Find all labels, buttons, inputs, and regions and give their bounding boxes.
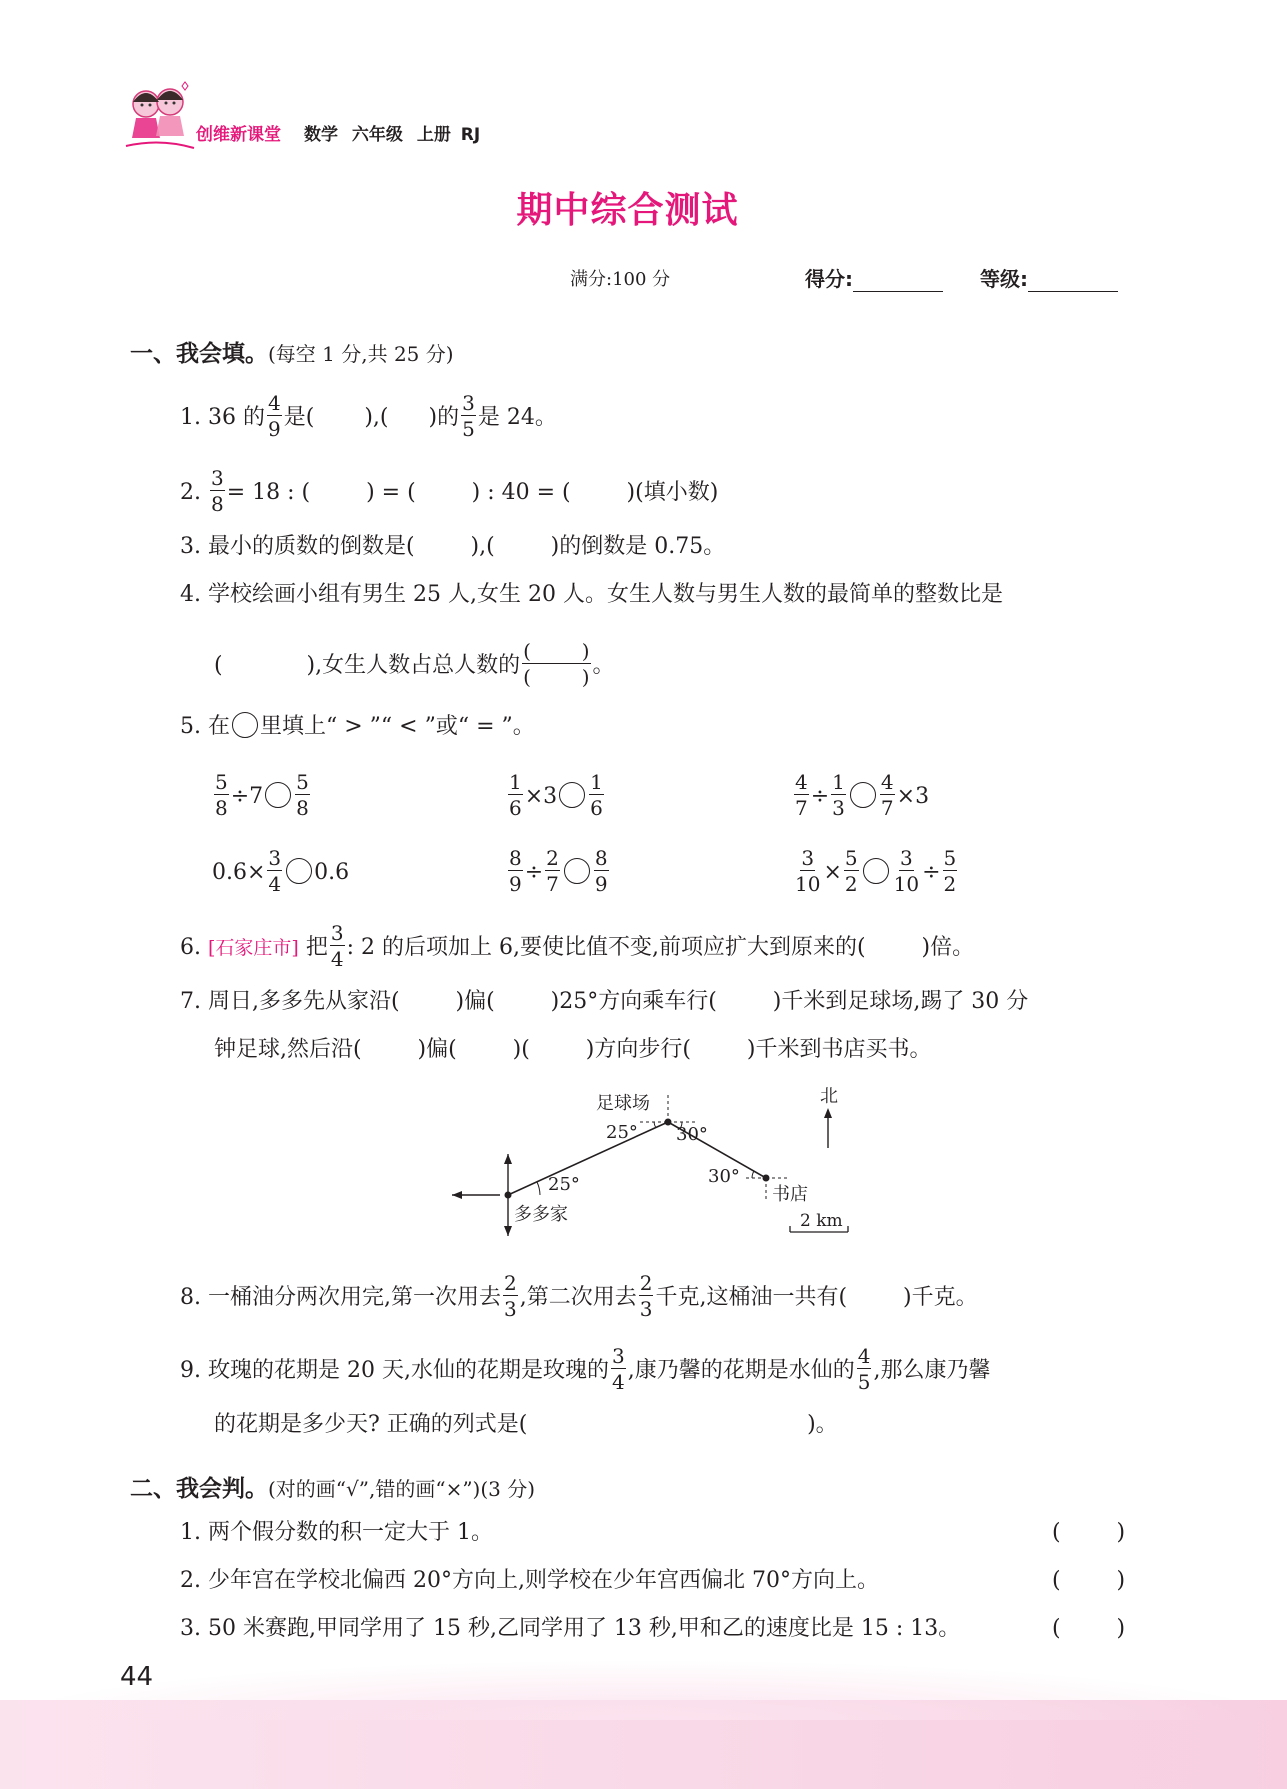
operator: ×3 (896, 784, 930, 809)
judge-text: 3. 50 米赛跑,甲同学用了 15 秒,乙同学用了 13 秒,甲和乙的速度比是 15 : 13。 (180, 1616, 961, 1641)
q6-text-a: 把 (305, 935, 328, 960)
q7-line-2: 钟足球,然后沿( )偏( )( )方向步行( )千米到书店买书。 (214, 1037, 932, 1062)
question-2 (180, 466, 719, 516)
fraction-denominator: 6 (509, 796, 522, 820)
compare-item (506, 770, 606, 820)
home-label: 多多家 (514, 1204, 568, 1225)
q9-text-b: ,康乃馨的花期是水仙的 (627, 1358, 855, 1383)
judge-text: 2. 少年宫在学校北偏西 20°方向上,则学校在少年宫西偏北 70°方向上。 (180, 1568, 879, 1593)
question-7-line-1 (180, 987, 1028, 1017)
fraction-denominator: 3 (504, 1297, 517, 1321)
judge-item (180, 1566, 879, 1596)
fraction (589, 772, 604, 818)
route-home-to-field (508, 1122, 668, 1195)
fraction-numerator: 3 (801, 846, 815, 870)
angle-label: 25° (606, 1122, 638, 1143)
fraction (880, 772, 895, 818)
fraction (210, 468, 225, 514)
q8-number: 8. (180, 1285, 201, 1310)
fraction-denominator: 7 (546, 872, 559, 896)
fraction-denominator: 8 (215, 796, 228, 820)
north-arrow-icon (824, 1108, 832, 1118)
compare-circle[interactable] (850, 782, 876, 808)
question-1 (180, 391, 557, 441)
judge-paren[interactable]: ( ) (1052, 1616, 1126, 1641)
page-title: 期中综合测试 (516, 190, 739, 231)
q8-text-b: ,第二次用去 (519, 1285, 637, 1310)
compare-circle[interactable] (564, 858, 590, 884)
section2-note: (对的画“√”,错的画“×”)(3 分) (268, 1477, 536, 1501)
operator: × (823, 860, 842, 885)
fraction-numerator: 3 (899, 846, 913, 870)
footer-band (0, 1700, 1287, 1789)
fraction (639, 1273, 654, 1319)
compare-circle (232, 712, 258, 738)
grade-field (980, 263, 1118, 292)
store-point (763, 1175, 770, 1182)
q1-number: 1. (180, 405, 201, 430)
fraction-denominator: 7 (795, 796, 808, 820)
question-6 (180, 921, 975, 971)
fraction (893, 848, 920, 894)
q4-number: 4. (180, 582, 201, 607)
fraction-denominator: 8 (296, 796, 309, 820)
question-9-line-1 (180, 1344, 991, 1394)
fraction-numerator: 4 (268, 391, 281, 415)
angle-label: 25° (548, 1174, 580, 1195)
score-label: 得分: (805, 267, 853, 291)
arrowhead-icon (452, 1191, 462, 1199)
angle-arc (654, 1122, 656, 1128)
fraction-numerator: 5 (215, 770, 228, 794)
full-marks: 满分:100 分 (570, 269, 671, 290)
fraction-numerator: 3 (462, 391, 475, 415)
brand-name: 创维新课堂 (196, 125, 281, 145)
fraction-denominator: 2 (943, 872, 957, 896)
q1-text-b: 是( (283, 405, 315, 430)
fraction-denominator: 4 (268, 872, 282, 896)
q6-number: 6. (180, 935, 201, 960)
question-8 (180, 1271, 978, 1321)
question-3 (180, 532, 725, 562)
compare-circle[interactable] (863, 858, 889, 884)
q9-text-c: ,那么康乃馨 (873, 1358, 991, 1383)
fraction (503, 1273, 518, 1319)
judge-paren[interactable]: ( ) (1052, 1568, 1126, 1593)
fraction-denominator: 9 (509, 872, 522, 896)
fraction-blank[interactable] (522, 641, 590, 687)
operator: ÷ (524, 860, 544, 885)
field-point (665, 1119, 672, 1126)
operand: 0.6 (314, 860, 350, 885)
fraction (267, 848, 282, 894)
fraction-denominator: 5 (462, 417, 475, 441)
route-diagram (450, 1080, 870, 1250)
q8-text-a: 一桶油分两次用完,第一次用去 (208, 1285, 501, 1310)
fraction (545, 848, 560, 894)
q5-number: 5. (180, 714, 201, 739)
operand: 0.6× (212, 860, 266, 885)
q8-text-c: 千克,这桶油一共有( )千克。 (655, 1285, 978, 1310)
score-blank[interactable] (853, 291, 943, 292)
grade-label: 等级: (980, 267, 1028, 291)
q5-text-a: 在 (208, 714, 231, 739)
fraction-numerator: 3 (268, 846, 282, 870)
angle-arc (537, 1182, 540, 1195)
judge-paren[interactable]: ( ) (1052, 1520, 1126, 1545)
q9-number: 9. (180, 1358, 201, 1383)
operator: ×3 (524, 784, 558, 809)
subject: 数学 (304, 125, 338, 145)
question-9-line-2 (214, 1410, 838, 1440)
q1-text-c: ) (364, 405, 373, 430)
fraction-numerator: 2 (504, 1271, 517, 1295)
section1-title: 一、我会填。 (130, 341, 268, 367)
fraction-denominator: 6 (590, 796, 603, 820)
section1-note: (每空 1 分,共 25 分) (268, 342, 454, 366)
book-info (304, 120, 480, 145)
scale-label: 2 km (800, 1211, 843, 1231)
section1-heading (130, 335, 454, 368)
q7-line-1: 周日,多多先从家沿( )偏( )25°方向乘车行( )千米到足球场,踢了 30 分 (208, 989, 1029, 1014)
arrowhead-icon (504, 1154, 512, 1164)
fraction-denominator: 9 (268, 417, 281, 441)
fraction-numerator: 1 (590, 770, 603, 794)
q4-line-2a: ( ),女生人数占总人数的 (214, 653, 521, 678)
fraction-denominator: 9 (594, 872, 608, 896)
q6-text-b: : 2 的后项加上 6,要使比值不变,前项应扩大到原来的( )倍。 (346, 935, 975, 960)
fraction-numerator: 5 (296, 770, 309, 794)
operator: ÷ (810, 784, 830, 809)
fraction-denominator: 7 (880, 796, 894, 820)
q4-line-2b: 。 (592, 653, 615, 678)
fraction-numerator: 2 (639, 1271, 653, 1295)
fraction (214, 772, 229, 818)
question-7-line-2 (214, 1035, 931, 1065)
fraction-numerator: 3 (211, 466, 224, 490)
fraction-numerator: 3 (330, 921, 344, 945)
q1-text-e: )的 (428, 405, 460, 430)
football-field-label: 足球场 (596, 1093, 650, 1114)
q9-text-a: 玫瑰的花期是 20 天,水仙的花期是玫瑰的 (208, 1358, 609, 1383)
judge-text: 1. 两个假分数的积一定大于 1。 (180, 1520, 493, 1545)
section2-title: 二、我会判。 (130, 1476, 268, 1502)
angle-label: 30° (708, 1166, 740, 1187)
fraction (794, 848, 821, 894)
q9-line-2: 的花期是多少天? 正确的列式是( )。 (214, 1412, 838, 1437)
q4-line-1: 学校绘画小组有男生 25 人,女生 20 人。女生人数与男生人数的最简单的整数比是 (208, 582, 1003, 607)
operator: ÷ (922, 860, 941, 885)
fraction (943, 848, 958, 894)
fraction-numerator: 4 (880, 770, 894, 794)
fraction-numerator: ( ) (523, 639, 590, 663)
fraction-denominator: 10 (893, 872, 920, 896)
fraction-numerator: 8 (594, 846, 608, 870)
fraction (267, 393, 282, 439)
q7-number: 7. (180, 989, 201, 1014)
compare-circle[interactable] (286, 858, 312, 884)
fraction-denominator: 4 (330, 947, 344, 971)
question-5 (180, 712, 535, 742)
fraction (508, 848, 523, 894)
judge-item (180, 1518, 493, 1548)
fraction (295, 772, 310, 818)
fraction-numerator: 8 (509, 846, 522, 870)
edition: RJ (460, 125, 481, 145)
q3-number: 3. (180, 534, 201, 559)
fraction-numerator: 4 (795, 770, 808, 794)
q1-text-d: ,( (372, 405, 389, 430)
compare-circle[interactable] (559, 782, 585, 808)
fraction-numerator: 4 (857, 1344, 871, 1368)
bookstore-label: 书店 (772, 1184, 808, 1205)
fraction (594, 848, 609, 894)
section2-heading (130, 1470, 535, 1503)
arrowhead-icon (504, 1226, 512, 1236)
fraction (831, 772, 846, 818)
q1-text-a: 36 的 (208, 405, 265, 430)
compare-item (212, 846, 350, 896)
compare-item (506, 846, 611, 896)
fraction-denominator: 2 (844, 872, 858, 896)
north-label: 北 (820, 1086, 838, 1107)
home-point (505, 1192, 512, 1199)
compare-circle[interactable] (265, 782, 291, 808)
fraction-numerator: 3 (611, 1344, 625, 1368)
compare-item (792, 770, 930, 820)
fraction (330, 923, 345, 969)
question-4-line-1 (180, 580, 1003, 610)
fraction-denominator: 4 (611, 1370, 625, 1394)
score-field (805, 263, 943, 292)
fraction-numerator: 5 (943, 846, 957, 870)
fraction-numerator: 2 (546, 846, 559, 870)
fraction-denominator: 10 (795, 872, 821, 896)
operator: ÷7 (230, 784, 264, 809)
grade: 六年级 (351, 125, 403, 145)
judge-item (180, 1614, 960, 1644)
fraction (857, 1346, 872, 1392)
compare-item (792, 846, 959, 896)
fraction (794, 772, 809, 818)
fraction-denominator: 5 (857, 1370, 871, 1394)
region-tag: [石家庄市] (208, 937, 299, 959)
q2-text: = 18 : ( ) = ( ) : 40 = ( )(填小数) (226, 480, 719, 505)
mascot-logo (120, 78, 200, 158)
fraction-numerator: 1 (509, 770, 522, 794)
fraction-denominator: 3 (639, 1297, 653, 1321)
fraction-numerator: 1 (832, 770, 845, 794)
angle-label: 30° (676, 1124, 708, 1145)
q5-text-b: 里填上“ > ”“ < ”或“ = ”。 (260, 714, 535, 739)
volume: 上册 (416, 125, 451, 145)
fraction-denominator: ( ) (523, 665, 590, 689)
fraction (508, 772, 523, 818)
angle-arc (752, 1171, 754, 1178)
fraction (611, 1346, 626, 1392)
fraction-denominator: 3 (832, 796, 845, 820)
fraction (461, 393, 476, 439)
q1-text-g: 是 24。 (477, 405, 557, 430)
compare-item (212, 770, 312, 820)
q3-text: 最小的质数的倒数是( ),( )的倒数是 0.75。 (208, 534, 726, 559)
grade-blank[interactable] (1028, 291, 1118, 292)
fraction-numerator: 5 (844, 846, 858, 870)
fraction-denominator: 8 (211, 492, 224, 516)
question-4-line-2 (214, 639, 615, 689)
q2-number: 2. (180, 480, 201, 505)
fraction (844, 848, 859, 894)
